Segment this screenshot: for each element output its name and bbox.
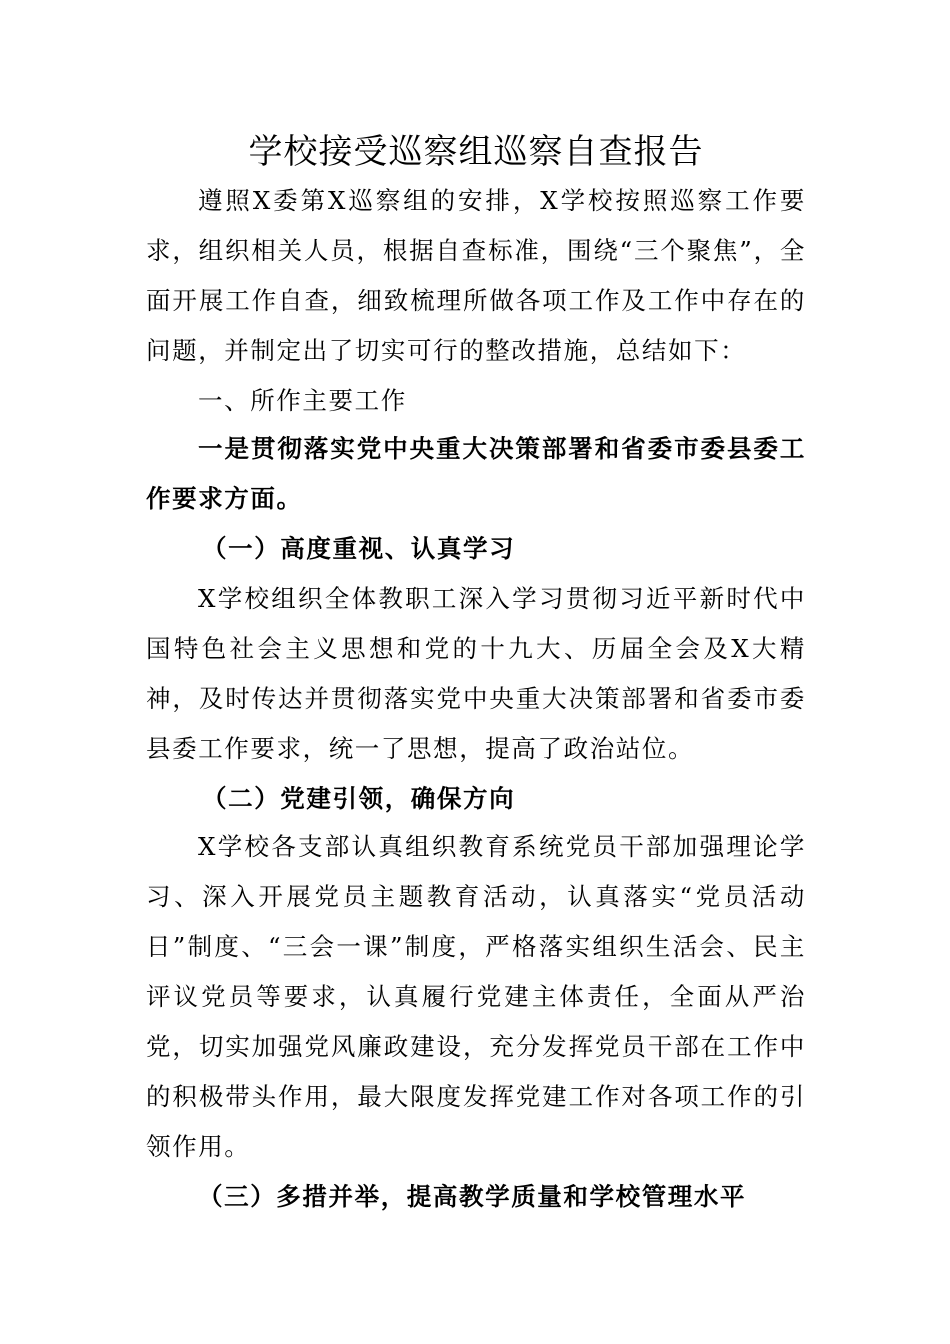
subsection-heading-1: （一）高度重视、认真学习 bbox=[202, 534, 516, 563]
point-one-heading: 一是贯彻落实党中央重大决策部署和省委市委县委工作要求方面。 bbox=[146, 434, 806, 513]
subsection-heading-3: （三）多措并举，提高教学质量和学校管理水平 bbox=[198, 1182, 747, 1211]
intro-paragraph: 遵照X委第X巡察组的安排，X学校按照巡察工作要求，组织相关人员，根据自查标准，围绕“三个聚焦”，全面开展工作自查，细致梳理所做各项工作及工作中存在的问题，并制定出了切实可行的整改措施，总结如下： bbox=[146, 186, 806, 365]
section-heading-main-work: 一、所作主要工作 bbox=[198, 386, 407, 415]
subsection-paragraph-2: X学校各支部认真组织教育系统党员干部加强理论学习、深入开展党员主题教育活动，认真落实“党员活动日”制度、“三会一课”制度，严格落实组织生活会、民主评议党员等要求，认真履行党建主体责任，全面从严治党，切实加强党风廉政建设，充分发挥党员干部在工作中的积极带头作用，最大限度发挥党建工作对各项工作的引领作用。 bbox=[146, 832, 806, 1161]
document-title: 学校接受巡察组巡察自查报告 bbox=[248, 132, 704, 172]
subsection-heading-2: （二）党建引领，确保方向 bbox=[202, 784, 516, 813]
subsection-paragraph-1: X学校组织全体教职工深入学习贯彻习近平新时代中国特色社会主义思想和党的十九大、历届全会及X大精神，及时传达并贯彻落实党中央重大决策部署和省委市委县委工作要求，统一了思想，提高了政治站位。 bbox=[146, 584, 806, 763]
